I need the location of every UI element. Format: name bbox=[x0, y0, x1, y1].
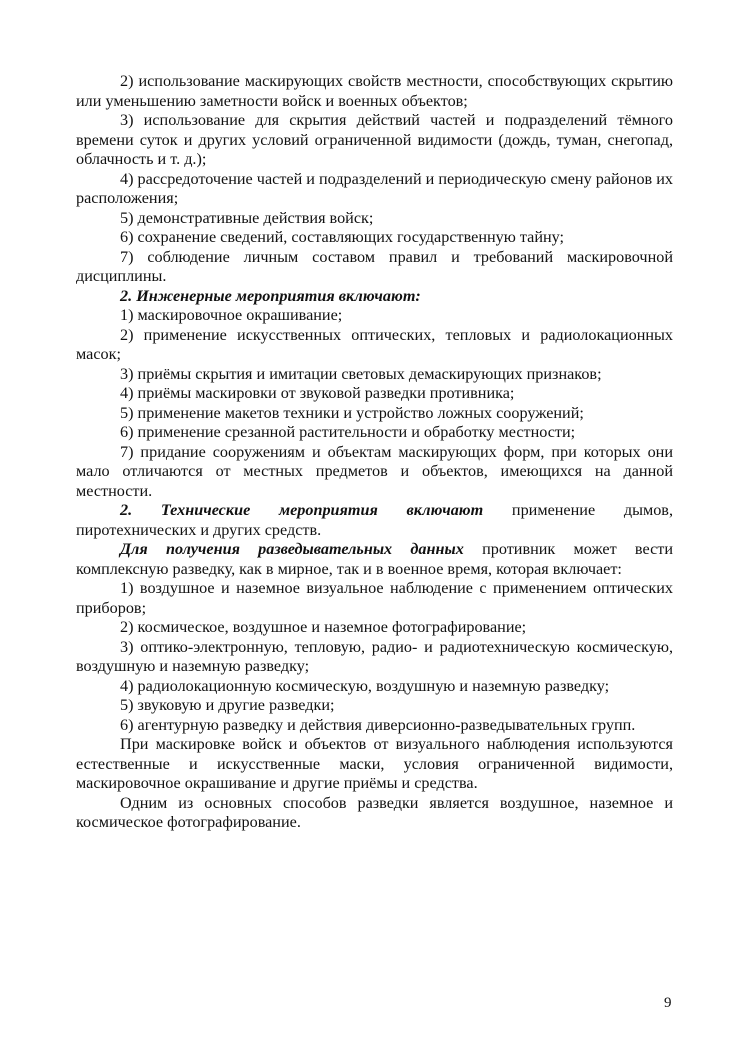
paragraph-text: 7) соблюдение личным составом правил и требований маскировочной дисциплины. bbox=[76, 247, 673, 285]
section-heading-lead: 2. Технические мероприятия включают bbox=[120, 501, 484, 519]
paragraph bbox=[76, 404, 673, 424]
paragraph-text: противник может вести комплексную разведку, как в мирное, так и в военное время, которая включает: bbox=[76, 540, 673, 578]
paragraph-text: 7) придание сооружениям и объектам маскирующих форм, при которых они мало отличаются от местных предметов и объектов, имеющихся на данной местности. bbox=[76, 442, 673, 500]
paragraph bbox=[76, 638, 673, 677]
paragraph bbox=[76, 111, 673, 170]
paragraph bbox=[76, 170, 673, 209]
paragraph-text: 5) применение макетов техники и устройство ложных сооружений; bbox=[120, 403, 584, 422]
section-heading bbox=[76, 501, 673, 540]
paragraph bbox=[76, 228, 673, 248]
paragraph-text: 5) демонстративные действия войск; bbox=[120, 208, 374, 227]
paragraph bbox=[76, 540, 673, 579]
paragraph bbox=[76, 72, 673, 111]
paragraph bbox=[76, 794, 673, 833]
document-body bbox=[76, 72, 673, 833]
section-heading bbox=[76, 287, 673, 307]
paragraph-text: 2) космическое, воздушное и наземное фотографирование; bbox=[120, 618, 527, 636]
paragraph-text: 1) воздушное и наземное визуальное наблюдение с применением оптических приборов; bbox=[76, 579, 673, 617]
paragraph-text: При маскировке войск и объектов от визуального наблюдения используются естественные и искусственные маски, условия ограниченной видимости, маскировочное окрашивание и другие приёмы и средства. bbox=[76, 735, 673, 792]
paragraph bbox=[76, 365, 673, 385]
paragraph bbox=[76, 443, 673, 502]
paragraph bbox=[76, 579, 673, 618]
paragraph-text: Одним из основных способов разведки является воздушное, наземное и космическое фотографирование. bbox=[76, 793, 673, 831]
paragraph-text: 3) оптико-электронную, тепловую, радио- и радиотехническую космическую, воздушную и наземную разведку; bbox=[76, 637, 673, 675]
paragraph bbox=[76, 326, 673, 365]
paragraph-text: 4) рассредоточение частей и подразделений и периодическую смену районов их расположения; bbox=[76, 169, 673, 207]
paragraph bbox=[76, 696, 673, 716]
paragraph-text: 4) радиолокационную космическую, воздушную и наземную разведку; bbox=[120, 676, 610, 695]
paragraph-text: 5) звуковую и другие разведки; bbox=[120, 696, 335, 714]
page-number: 9 bbox=[664, 995, 672, 1011]
paragraph-text: 6) агентурную разведку и действия диверсионно-разведывательных групп. bbox=[120, 715, 636, 734]
paragraph-lead: Для получения разведывательных данных bbox=[120, 540, 464, 558]
paragraph bbox=[76, 423, 673, 443]
paragraph-text: 2) использование маскирующих свойств местности, способствующих скрытию или уменьшению заметности войск и военных объектов; bbox=[76, 72, 673, 110]
paragraph-text: применение дымов, пиротехнических и других средств. bbox=[76, 501, 673, 539]
paragraph bbox=[76, 384, 673, 404]
paragraph bbox=[76, 618, 673, 638]
paragraph-text: 6) применение срезанной растительности и обработку местности; bbox=[120, 423, 576, 441]
section-heading-lead: 2. Инженерные мероприятия включают: bbox=[120, 286, 421, 305]
paragraph bbox=[76, 306, 673, 326]
paragraph bbox=[76, 716, 673, 736]
paragraph bbox=[76, 677, 673, 697]
paragraph-text: 6) сохранение сведений, составляющих государственную тайну; bbox=[120, 228, 565, 246]
paragraph-text: 3) приёмы скрытия и имитации световых демаскирующих признаков; bbox=[120, 364, 602, 383]
paragraph-text: 2) применение искусственных оптических, тепловых и радиолокационных масок; bbox=[76, 325, 673, 363]
paragraph bbox=[76, 735, 673, 794]
paragraph bbox=[76, 248, 673, 287]
paragraph-text: 1) маскировочное окрашивание; bbox=[120, 306, 343, 324]
paragraph bbox=[76, 209, 673, 229]
paragraph-text: 4) приёмы маскировки от звуковой разведки противника; bbox=[120, 384, 515, 402]
paragraph-text: 3) использование для скрытия действий частей и подразделений тёмного времени суток и других условий ограниченной видимости (дождь, туман, снегопад, облачность и т. д.); bbox=[76, 111, 673, 168]
